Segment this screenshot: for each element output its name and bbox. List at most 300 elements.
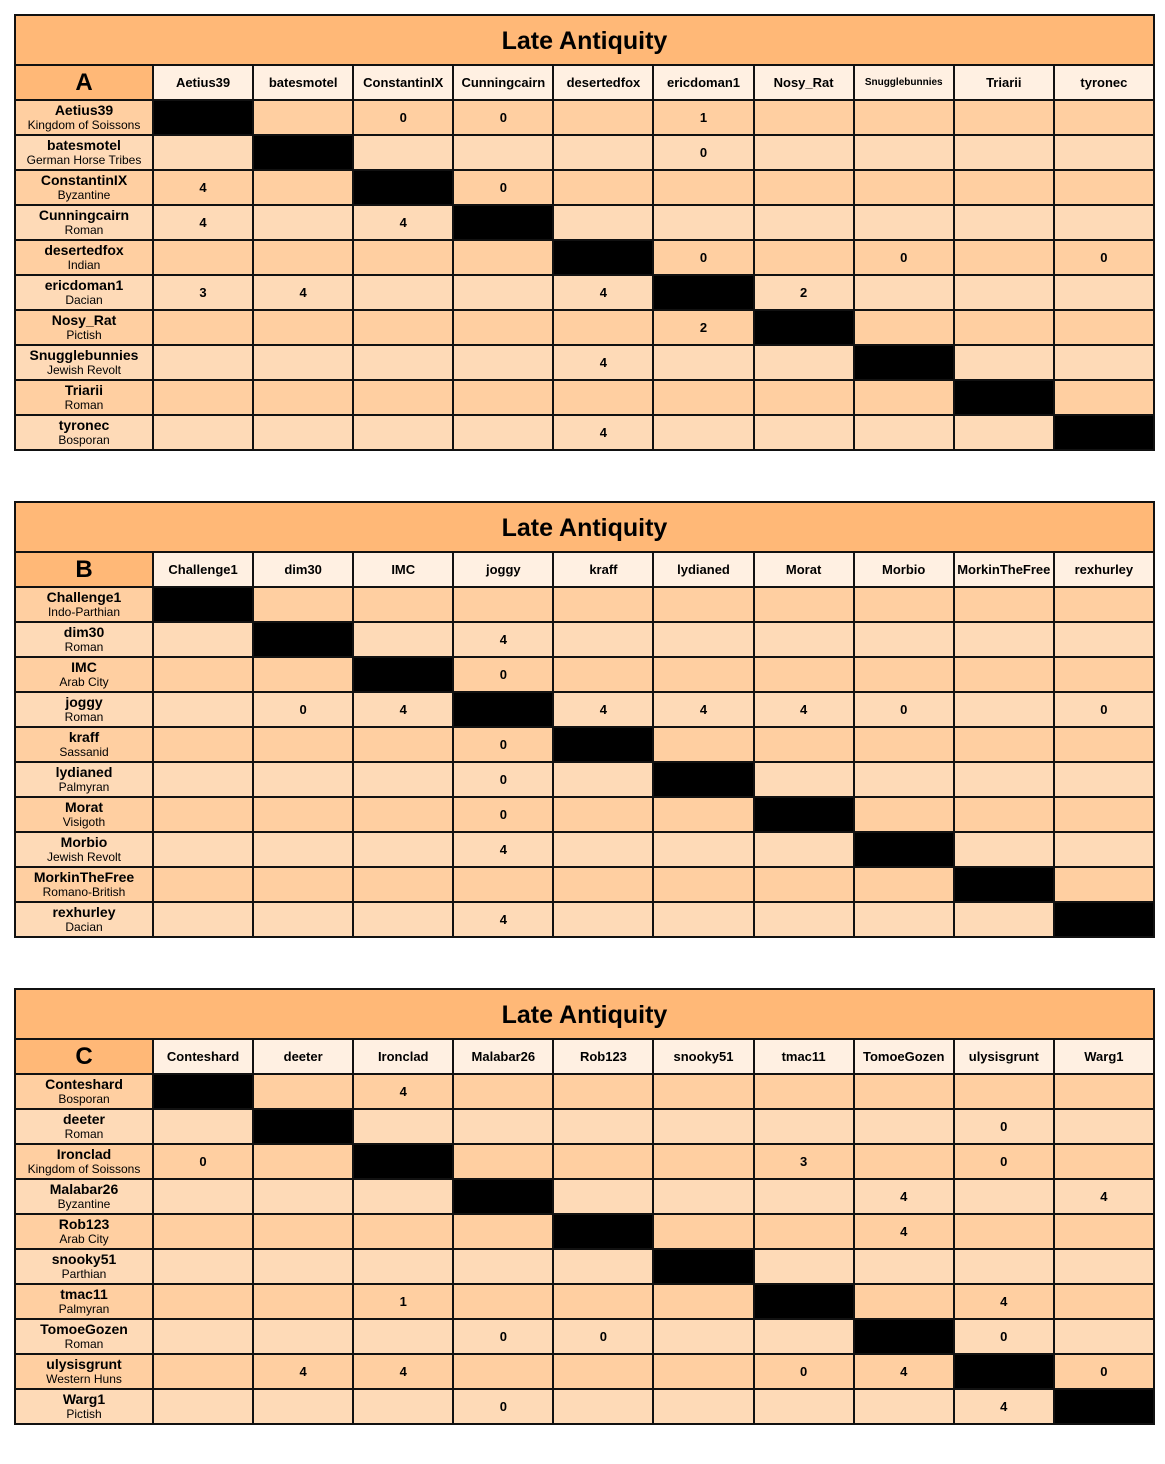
header-row [15,1039,1154,1074]
score-cell [553,310,653,345]
score-cell [253,902,353,937]
score-cell [954,727,1054,762]
column-header: Conteshard [153,1039,253,1074]
score-cell [153,1109,253,1144]
table-row [15,1144,1154,1179]
column-header: Cunningcairn [453,65,553,100]
row-header [15,1144,153,1179]
score-cell [553,135,653,170]
score-cell [1054,100,1154,135]
player-name: Conteshard [45,1076,123,1092]
score-cell [854,100,954,135]
player-name: Rob123 [58,1216,110,1232]
score-cell [253,1144,353,1179]
player-name: lydianed [55,764,113,780]
title-row [15,502,1154,552]
score-cell [954,310,1054,345]
score-cell [754,1319,854,1354]
score-cell [153,240,253,275]
score-cell: 4 [353,205,453,240]
score-cell [253,1389,353,1424]
score-cell [353,1319,453,1354]
score-cell [253,762,353,797]
row-header [15,1109,153,1144]
score-cell [854,762,954,797]
score-cell [453,1214,553,1249]
score-cell [754,415,854,450]
row-header [15,1179,153,1214]
score-cell [553,205,653,240]
score-cell: 4 [553,275,653,310]
score-cell [754,1214,854,1249]
diagonal-cell [253,135,353,170]
score-cell [754,762,854,797]
row-header [15,902,153,937]
diagonal-cell [453,692,553,727]
score-cell [954,832,1054,867]
diagonal-cell [153,1074,253,1109]
diagonal-cell [754,1284,854,1319]
score-cell [1054,657,1154,692]
score-cell [153,727,253,762]
score-cell [754,727,854,762]
table-row [15,762,1154,797]
diagonal-cell [353,170,453,205]
score-cell [754,1249,854,1284]
score-cell: 0 [954,1109,1054,1144]
score-cell [653,832,753,867]
player-faction: Jewish Revolt [46,363,122,377]
score-cell [1054,345,1154,380]
score-cell [153,797,253,832]
player-faction: Arab City [59,675,109,689]
score-cell [1054,867,1154,902]
score-cell: 1 [353,1284,453,1319]
header-row [15,552,1154,587]
score-cell [553,1074,653,1109]
score-cell [353,415,453,450]
score-cell [253,832,353,867]
score-cell: 4 [553,345,653,380]
score-cell [153,867,253,902]
score-cell [1054,380,1154,415]
score-cell: 0 [453,170,553,205]
score-cell [553,657,653,692]
score-cell [754,587,854,622]
player-name: Triarii [64,382,104,398]
table-row [15,587,1154,622]
score-cell [653,1354,753,1389]
column-header: ulysisgrunt [954,1039,1054,1074]
score-cell [153,1214,253,1249]
player-name: Snugglebunnies [29,347,139,363]
score-cell [1054,310,1154,345]
score-cell [453,275,553,310]
score-cell [854,170,954,205]
score-cell [153,1389,253,1424]
score-cell [1054,1284,1154,1319]
score-cell [954,762,1054,797]
score-cell [653,657,753,692]
score-cell [253,657,353,692]
score-cell [754,240,854,275]
score-cell [653,797,753,832]
diagonal-cell [653,275,753,310]
diagonal-cell [353,1144,453,1179]
score-cell [653,587,753,622]
table-row [15,1284,1154,1319]
score-cell [353,240,453,275]
table-row [15,1249,1154,1284]
score-cell [1054,135,1154,170]
score-cell: 0 [1054,240,1154,275]
player-name: deeter [62,1111,106,1127]
score-cell [854,135,954,170]
score-cell [253,310,353,345]
diagonal-cell [153,100,253,135]
diagonal-cell [553,727,653,762]
score-cell [453,1074,553,1109]
player-name: joggy [65,694,103,710]
score-cell [854,867,954,902]
score-cell [153,1354,253,1389]
diagonal-cell [854,1319,954,1354]
row-header [15,832,153,867]
score-cell [553,587,653,622]
player-faction: Roman [64,640,104,654]
results-table [14,14,1155,451]
score-cell [553,832,653,867]
score-cell [954,135,1054,170]
row-header [15,240,153,275]
diagonal-cell [854,345,954,380]
score-cell [153,1319,253,1354]
score-cell [754,1179,854,1214]
score-cell [353,135,453,170]
player-faction: Arab City [59,1232,109,1246]
score-cell [653,867,753,902]
score-cell [954,275,1054,310]
score-cell: 0 [653,135,753,170]
player-faction: Byzantine [57,1197,111,1211]
column-header: deeter [253,1039,353,1074]
row-header [15,1389,153,1424]
score-cell: 2 [754,275,854,310]
column-header: Ironclad [353,1039,453,1074]
score-cell [253,1319,353,1354]
table-row [15,1109,1154,1144]
table-row [15,902,1154,937]
score-cell [553,622,653,657]
score-cell [854,415,954,450]
player-name: Aetius39 [54,102,114,118]
player-faction: Romano-British [42,885,126,899]
group-letter: C [15,1039,153,1074]
score-cell [453,310,553,345]
score-cell [153,1284,253,1319]
score-cell [653,1179,753,1214]
player-faction: Jewish Revolt [46,850,122,864]
column-header: tyronec [1054,65,1154,100]
score-cell [854,657,954,692]
column-header: tmac11 [754,1039,854,1074]
score-cell [153,345,253,380]
score-cell [453,380,553,415]
diagonal-cell [1054,1389,1154,1424]
row-header [15,275,153,310]
score-cell: 1 [653,100,753,135]
score-cell [553,100,653,135]
column-header: ConstantinIX [353,65,453,100]
score-cell: 4 [353,1074,453,1109]
score-cell [253,100,353,135]
score-cell: 4 [253,275,353,310]
score-cell [553,1354,653,1389]
score-cell: 4 [453,902,553,937]
score-cell [1054,1109,1154,1144]
player-faction: Roman [64,1127,104,1141]
score-cell [1054,1144,1154,1179]
score-cell [754,1389,854,1424]
score-cell [754,205,854,240]
score-cell [854,1074,954,1109]
score-cell [353,902,453,937]
score-cell [253,205,353,240]
score-cell [1054,275,1154,310]
score-cell: 0 [854,240,954,275]
score-cell: 3 [153,275,253,310]
score-cell [1054,587,1154,622]
group-letter: B [15,552,153,587]
column-header: Triarii [954,65,1054,100]
score-cell [653,1074,753,1109]
player-faction: Parthian [61,1267,107,1281]
row-header [15,797,153,832]
player-faction: Bosporan [58,1092,110,1106]
column-header: Warg1 [1054,1039,1154,1074]
score-cell: 0 [453,797,553,832]
column-header: IMC [353,552,453,587]
column-header: kraff [553,552,653,587]
score-cell: 0 [854,692,954,727]
score-cell [353,345,453,380]
score-cell [1054,205,1154,240]
diagonal-cell [553,1214,653,1249]
score-cell [653,380,753,415]
score-cell [453,415,553,450]
score-cell [954,345,1054,380]
player-faction: Dacian [65,293,103,307]
player-name: Challenge1 [46,589,122,605]
score-cell [854,1389,954,1424]
table-row [15,1354,1154,1389]
score-cell [553,1144,653,1179]
score-cell [1054,1214,1154,1249]
score-cell [954,170,1054,205]
score-cell [153,1249,253,1284]
score-cell [353,310,453,345]
score-cell [153,1179,253,1214]
row-header [15,867,153,902]
score-cell [754,1074,854,1109]
row-header [15,1074,153,1109]
row-header [15,135,153,170]
score-cell: 4 [353,692,453,727]
player-name: TomoeGozen [40,1321,128,1337]
score-cell [353,1179,453,1214]
score-cell [653,170,753,205]
row-header [15,727,153,762]
score-cell: 0 [253,692,353,727]
score-cell [754,135,854,170]
score-cell [754,345,854,380]
table-row [15,1389,1154,1424]
player-name: ericdoman1 [44,277,124,293]
score-cell: 4 [553,692,653,727]
score-cell [153,762,253,797]
player-name: batesmotel [47,137,121,153]
score-cell [754,100,854,135]
score-cell [553,1389,653,1424]
diagonal-cell [754,310,854,345]
score-cell: 0 [553,1319,653,1354]
score-cell [954,205,1054,240]
player-name: rexhurley [52,904,116,920]
score-cell [353,727,453,762]
column-header: Aetius39 [153,65,253,100]
score-cell [653,622,753,657]
table-row [15,1179,1154,1214]
score-cell [253,380,353,415]
player-faction: Roman [64,398,104,412]
table-row [15,310,1154,345]
row-header [15,762,153,797]
score-cell [1054,762,1154,797]
table-row [15,692,1154,727]
results-table [14,501,1155,938]
player-faction: Sassanid [59,745,109,759]
score-cell [954,1074,1054,1109]
player-faction: Pictish [66,1407,102,1421]
row-header [15,587,153,622]
player-name: dim30 [63,624,105,640]
column-header: dim30 [253,552,353,587]
score-cell [653,902,753,937]
score-cell [854,1144,954,1179]
score-cell [754,657,854,692]
score-cell [453,1354,553,1389]
score-cell [854,902,954,937]
score-cell [253,170,353,205]
player-name: Cunningcairn [38,207,130,223]
score-cell [653,415,753,450]
score-cell [253,727,353,762]
score-cell [253,867,353,902]
score-cell [153,657,253,692]
score-cell: 0 [453,762,553,797]
score-cell [453,1249,553,1284]
score-cell: 4 [453,622,553,657]
score-cell [253,1249,353,1284]
score-cell [754,622,854,657]
column-header: ericdoman1 [653,65,753,100]
player-faction: Bosporan [58,433,110,447]
table-title: Late Antiquity [15,502,1154,552]
score-cell [153,310,253,345]
score-cell [553,1284,653,1319]
player-faction: Western Huns [46,1372,122,1386]
score-cell [353,1249,453,1284]
score-cell [653,205,753,240]
group-b-grid [14,501,1153,938]
score-cell: 4 [453,832,553,867]
score-cell [754,832,854,867]
row-header [15,380,153,415]
player-name: ConstantinIX [40,172,128,188]
table-row [15,135,1154,170]
score-cell [854,622,954,657]
score-cell [253,1214,353,1249]
score-cell [253,797,353,832]
score-cell [153,832,253,867]
column-header: MorkinTheFree [954,552,1054,587]
score-cell [453,1144,553,1179]
score-cell: 0 [453,1389,553,1424]
score-cell [854,275,954,310]
score-cell [453,1109,553,1144]
score-cell [954,622,1054,657]
player-name: Warg1 [62,1391,106,1407]
diagonal-cell [653,1249,753,1284]
score-cell [253,1074,353,1109]
player-faction: Dacian [65,920,103,934]
score-cell [553,1249,653,1284]
score-cell [553,170,653,205]
results-table [14,988,1155,1425]
score-cell: 0 [954,1319,1054,1354]
score-cell: 4 [553,415,653,450]
player-name: tyronec [58,417,110,433]
diagonal-cell [253,622,353,657]
diagonal-cell [954,867,1054,902]
player-faction: Palmyran [58,780,110,794]
player-faction: Palmyran [58,1302,110,1316]
score-cell: 4 [353,1354,453,1389]
table-row [15,345,1154,380]
player-faction: Kingdom of Soissons [27,118,141,132]
score-cell [453,345,553,380]
group-letter: A [15,65,153,100]
column-header: Malabar26 [453,1039,553,1074]
diagonal-cell [353,657,453,692]
column-header: desertedfox [553,65,653,100]
score-cell [253,415,353,450]
score-cell: 0 [453,100,553,135]
column-header: TomoeGozen [854,1039,954,1074]
player-name: Nosy_Rat [51,312,117,328]
row-header [15,622,153,657]
player-name: Ironclad [56,1146,112,1162]
score-cell: 0 [453,727,553,762]
score-cell [153,692,253,727]
player-name: MorkinTheFree [33,869,135,885]
table-row [15,1074,1154,1109]
score-cell: 4 [153,205,253,240]
score-cell [153,135,253,170]
score-cell: 4 [1054,1179,1154,1214]
column-header: Morbio [854,552,954,587]
score-cell [253,345,353,380]
